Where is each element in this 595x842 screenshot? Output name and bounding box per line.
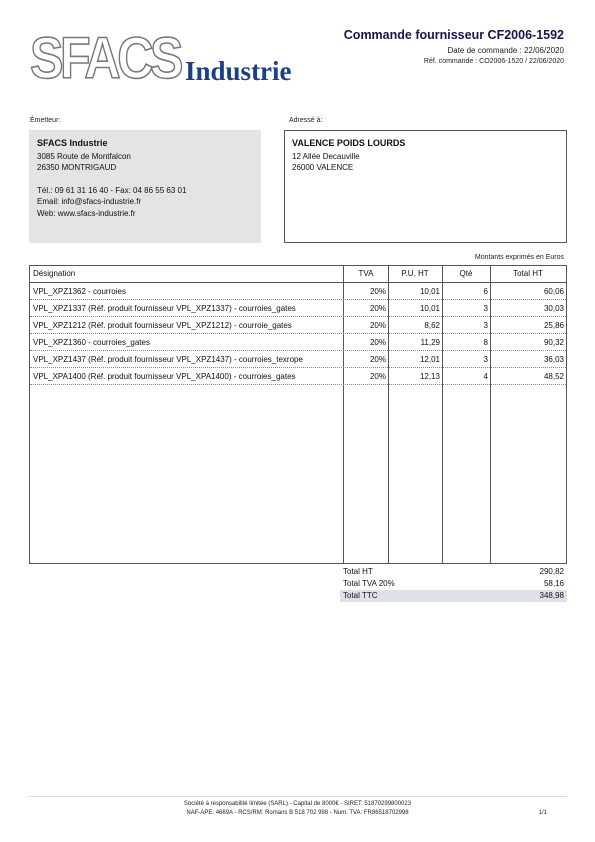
sender-web: Web: www.sfacs-industrie.fr bbox=[37, 208, 136, 218]
total-ttc-row bbox=[340, 590, 567, 602]
recipient-address-line1: 12 Allée Decauville bbox=[292, 151, 360, 161]
row-total: 48,52 bbox=[543, 372, 564, 381]
sender-email: Email: info@sfacs-industrie.fr bbox=[37, 197, 142, 206]
total-tva-row bbox=[340, 578, 567, 590]
table-row bbox=[30, 334, 566, 351]
row-unit-price: 10,01 bbox=[419, 287, 440, 296]
row-designation: VPL_XPZ1437 (Réf. produit fournisseur VPL_XPZ1437) - courroies_texrope bbox=[33, 355, 303, 364]
page-number: 1/1 bbox=[538, 810, 547, 816]
recipient-label: Adressé à: bbox=[289, 117, 323, 124]
row-tva: 20% bbox=[369, 304, 386, 313]
total-ttc-value: 348,98 bbox=[539, 591, 564, 600]
total-ht-label: Total HT bbox=[343, 567, 373, 576]
order-reference: Réf. commande : CO2006-1520 / 22/06/2020 bbox=[423, 58, 564, 65]
header-quantity: Qté bbox=[459, 269, 473, 278]
sender-label: Émetteur: bbox=[30, 117, 61, 124]
order-date: Date de commande : 22/06/2020 bbox=[447, 46, 564, 55]
sender-address-line1: 3085 Route de Montfalcon bbox=[37, 151, 131, 161]
table-row bbox=[30, 283, 566, 300]
order-lines-table bbox=[29, 265, 567, 564]
row-unit-price: 8,62 bbox=[424, 321, 440, 330]
row-quantity: 4 bbox=[483, 372, 488, 381]
table-row bbox=[30, 351, 566, 368]
row-tva: 20% bbox=[369, 372, 386, 381]
row-tva: 20% bbox=[369, 287, 386, 296]
row-quantity: 8 bbox=[483, 338, 488, 347]
row-tva: 20% bbox=[369, 321, 386, 330]
table-row bbox=[30, 317, 566, 334]
row-designation: VPL_XPA1400 (Réf. produit fournisseur VPL_XPA1400) - courroies_gates bbox=[33, 372, 296, 381]
row-quantity: 3 bbox=[483, 355, 488, 364]
footer-divider bbox=[29, 796, 567, 797]
total-ht-row bbox=[340, 566, 567, 578]
row-quantity: 3 bbox=[483, 321, 488, 330]
document-title: Commande fournisseur CF2006-1592 bbox=[343, 28, 564, 42]
table-row bbox=[30, 300, 566, 317]
row-unit-price: 12,01 bbox=[419, 355, 440, 364]
footer-legal-line1: Société à responsabilité limitée (SARL) - Capital de 8000€ - SIRET: 51870299800023 bbox=[183, 801, 412, 807]
row-designation: VPL_XPZ1212 (Réf. produit fournisseur VPL_XPZ1212) - courroie_gates bbox=[33, 321, 292, 330]
recipient-address-line2: 26000 VALENCE bbox=[292, 163, 354, 172]
total-tva-label: Total TVA 20% bbox=[343, 579, 395, 588]
currency-note: Montants exprimés en Euros bbox=[474, 254, 564, 261]
total-tva-value: 58,16 bbox=[543, 579, 564, 588]
row-total: 30,03 bbox=[543, 304, 564, 313]
row-total: 25,86 bbox=[543, 321, 564, 330]
row-unit-price: 10,01 bbox=[419, 304, 440, 313]
table-row bbox=[30, 368, 566, 385]
footer-legal-line2: NAF-APE: 4669A - RCS/RM: Romans B 518 702 998 - Num. TVA: FR86518702998 bbox=[186, 810, 409, 816]
row-total: 90,32 bbox=[543, 338, 564, 347]
row-quantity: 3 bbox=[483, 304, 488, 313]
header-designation: Désignation bbox=[33, 269, 76, 278]
row-unit-price: 11,29 bbox=[420, 338, 440, 347]
header-total: Total HT bbox=[513, 269, 543, 278]
logo-subtext: Industrie bbox=[185, 56, 292, 86]
total-ttc-label: Total TTC bbox=[343, 591, 378, 600]
row-designation: VPL_XPZ1362 - courroies bbox=[33, 287, 126, 296]
header-tva: TVA bbox=[358, 269, 374, 278]
row-designation: VPL_XPZ1360 - courroies_gates bbox=[33, 338, 150, 347]
row-unit-price: 12,13 bbox=[419, 372, 440, 381]
recipient-box bbox=[284, 130, 567, 243]
sender-phone: Tél.: 09 61 31 16 40 - Fax: 04 86 55 63 01 bbox=[37, 185, 187, 195]
table-header-row bbox=[30, 266, 566, 283]
logo-mark: SFACS bbox=[30, 30, 182, 86]
total-ht-value: 290,82 bbox=[539, 567, 564, 576]
sender-address-line2: 26350 MONTRIGAUD bbox=[37, 163, 117, 172]
row-tva: 20% bbox=[369, 355, 386, 364]
totals-block bbox=[340, 566, 567, 602]
row-tva: 20% bbox=[369, 338, 386, 347]
recipient-name: VALENCE POIDS LOURDS bbox=[292, 138, 406, 148]
header-unit-price: P.U. HT bbox=[401, 269, 429, 278]
row-total: 60,06 bbox=[543, 287, 564, 296]
row-designation: VPL_XPZ1337 (Réf. produit fournisseur VPL_XPZ1337) - courroies_gates bbox=[33, 304, 296, 313]
sender-box bbox=[29, 130, 261, 243]
company-logo bbox=[28, 30, 318, 86]
row-total: 36,03 bbox=[543, 355, 564, 364]
sender-name: SFACS Industrie bbox=[37, 138, 108, 148]
row-quantity: 6 bbox=[483, 287, 488, 296]
